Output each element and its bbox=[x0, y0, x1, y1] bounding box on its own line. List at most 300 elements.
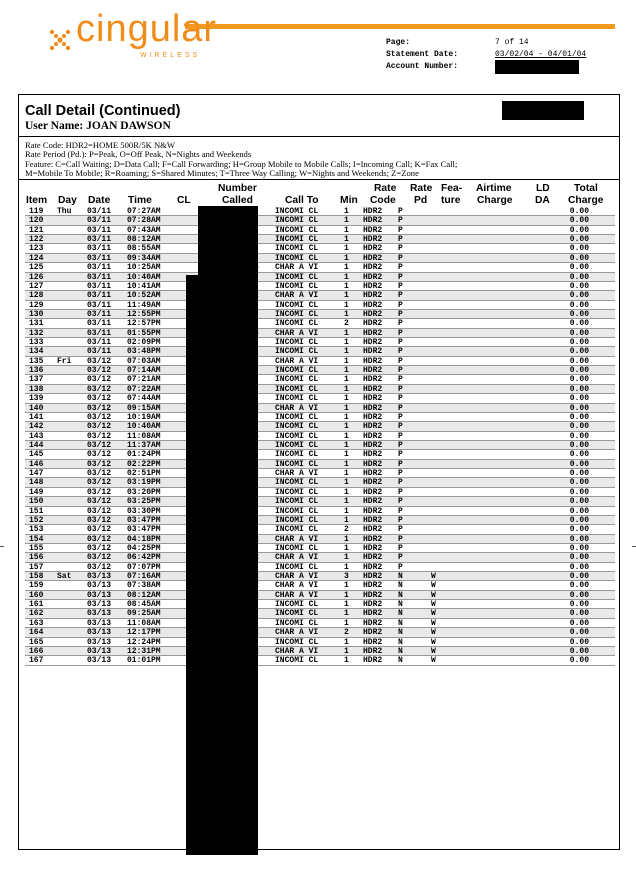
cell-item: 132 bbox=[29, 328, 44, 338]
cell-time: 03:25PM bbox=[127, 497, 161, 507]
table-row bbox=[25, 375, 615, 384]
cell-total: 0.00 bbox=[569, 637, 589, 647]
table-row bbox=[25, 413, 615, 422]
cell-date: 03/12 bbox=[87, 422, 112, 432]
cell-rc: HDR2 bbox=[363, 534, 383, 544]
cell-min: 1 bbox=[344, 515, 349, 525]
cell-item: 160 bbox=[29, 590, 44, 600]
cell-item: 159 bbox=[29, 581, 44, 591]
cell-min: 1 bbox=[344, 309, 349, 319]
table-row bbox=[25, 263, 615, 272]
cell-item: 165 bbox=[29, 637, 44, 647]
cell-time: 08:45AM bbox=[127, 600, 161, 610]
cell-callto: INCOMI CL bbox=[275, 487, 319, 497]
cell-callto: INCOMI CL bbox=[275, 309, 319, 319]
table-row bbox=[25, 638, 615, 647]
cell-date: 03/13 bbox=[87, 609, 112, 619]
cell-date: 03/11 bbox=[87, 309, 112, 319]
cell-min: 1 bbox=[344, 590, 349, 600]
table-row bbox=[25, 563, 615, 572]
cell-time: 12:17PM bbox=[127, 628, 161, 638]
section-title: Call Detail (Continued) bbox=[25, 103, 181, 119]
cell-min: 2 bbox=[344, 628, 349, 638]
cell-total: 0.00 bbox=[569, 525, 589, 535]
cell-fea: W bbox=[431, 572, 436, 582]
cell-min: 1 bbox=[344, 207, 349, 216]
cell-date: 03/12 bbox=[87, 440, 112, 450]
cell-pd: P bbox=[398, 328, 403, 338]
table-row bbox=[25, 525, 615, 534]
cell-min: 1 bbox=[344, 609, 349, 619]
cell-pd: P bbox=[398, 319, 403, 329]
cell-time: 03:48PM bbox=[127, 347, 161, 357]
cell-pd: P bbox=[398, 497, 403, 507]
cell-time: 11:08AM bbox=[127, 431, 161, 441]
cell-callto: CHAR A VI bbox=[275, 534, 319, 544]
cell-date: 03/11 bbox=[87, 291, 112, 301]
cell-total: 0.00 bbox=[569, 375, 589, 385]
cell-time: 07:03AM bbox=[127, 356, 161, 366]
cell-min: 1 bbox=[344, 618, 349, 628]
table-row bbox=[25, 310, 615, 319]
cell-date: 03/11 bbox=[87, 244, 112, 254]
cell-date: 03/13 bbox=[87, 618, 112, 628]
cell-pd: N bbox=[398, 656, 403, 666]
cell-total: 0.00 bbox=[569, 244, 589, 254]
cell-item: 166 bbox=[29, 646, 44, 656]
cell-pd: N bbox=[398, 600, 403, 610]
table-row bbox=[25, 422, 615, 431]
cell-callto: INCOMI CL bbox=[275, 216, 319, 226]
cell-date: 03/12 bbox=[87, 469, 112, 479]
legend-rate-code: Rate Code: HDR2=HOME 500R/5K N&W bbox=[25, 140, 175, 150]
cell-pd: P bbox=[398, 253, 403, 263]
cell-min: 1 bbox=[344, 412, 349, 422]
page-label: Page: bbox=[386, 38, 411, 47]
cell-rc: HDR2 bbox=[363, 235, 383, 245]
cell-item: 157 bbox=[29, 562, 44, 572]
cell-rc: HDR2 bbox=[363, 244, 383, 254]
cell-item: 140 bbox=[29, 403, 44, 413]
cell-time: 07:22AM bbox=[127, 384, 161, 394]
cell-rc: HDR2 bbox=[363, 216, 383, 226]
cell-date: 03/12 bbox=[87, 525, 112, 535]
cell-time: 07:07PM bbox=[127, 562, 161, 572]
cell-rc: HDR2 bbox=[363, 375, 383, 385]
cell-pd: P bbox=[398, 281, 403, 291]
account-number-label: Account Number: bbox=[386, 62, 459, 71]
cell-time: 10:52AM bbox=[127, 291, 161, 301]
cell-time: 03:19PM bbox=[127, 478, 161, 488]
cell-date: 03/12 bbox=[87, 431, 112, 441]
table-row bbox=[25, 544, 615, 553]
cell-date: 03/12 bbox=[87, 384, 112, 394]
cell-callto: INCOMI CL bbox=[275, 450, 319, 460]
cell-pd: P bbox=[398, 403, 403, 413]
cell-time: 03:47PM bbox=[127, 515, 161, 525]
cell-pd: P bbox=[398, 356, 403, 366]
table-row bbox=[25, 497, 615, 506]
cell-date: 03/11 bbox=[87, 225, 112, 235]
cell-time: 04:18PM bbox=[127, 534, 161, 544]
cell-rc: HDR2 bbox=[363, 506, 383, 516]
cell-day: Fri bbox=[57, 356, 72, 366]
cell-date: 03/11 bbox=[87, 347, 112, 357]
table-row bbox=[25, 385, 615, 394]
cell-callto: INCOMI CL bbox=[275, 338, 319, 348]
cell-item: 124 bbox=[29, 253, 44, 263]
cell-time: 07:28AM bbox=[127, 216, 161, 226]
cell-total: 0.00 bbox=[569, 309, 589, 319]
cell-date: 03/13 bbox=[87, 590, 112, 600]
cell-min: 1 bbox=[344, 497, 349, 507]
cell-date: 03/11 bbox=[87, 207, 112, 216]
cell-total: 0.00 bbox=[569, 469, 589, 479]
cell-total: 0.00 bbox=[569, 534, 589, 544]
call-rows bbox=[25, 207, 615, 666]
cell-total: 0.00 bbox=[569, 253, 589, 263]
cell-total: 0.00 bbox=[569, 487, 589, 497]
col-time: Time bbox=[128, 195, 152, 206]
cell-total: 0.00 bbox=[569, 646, 589, 656]
cell-rc: HDR2 bbox=[363, 469, 383, 479]
table-row bbox=[25, 581, 615, 590]
cell-rc: HDR2 bbox=[363, 338, 383, 348]
col-number: Number bbox=[218, 183, 257, 194]
cell-rc: HDR2 bbox=[363, 272, 383, 282]
cell-time: 08:12AM bbox=[127, 590, 161, 600]
cell-item: 162 bbox=[29, 609, 44, 619]
cell-date: 03/12 bbox=[87, 562, 112, 572]
cell-fea: W bbox=[431, 646, 436, 656]
cell-callto: CHAR A VI bbox=[275, 572, 319, 582]
cell-total: 0.00 bbox=[569, 609, 589, 619]
table-row bbox=[25, 478, 615, 487]
cell-fea: W bbox=[431, 628, 436, 638]
cell-pd: P bbox=[398, 347, 403, 357]
cell-rc: HDR2 bbox=[363, 656, 383, 666]
col-da: DA bbox=[535, 195, 550, 206]
cell-pd: P bbox=[398, 506, 403, 516]
cell-rc: HDR2 bbox=[363, 553, 383, 563]
table-row bbox=[25, 600, 615, 609]
cell-item: 150 bbox=[29, 497, 44, 507]
cell-rc: HDR2 bbox=[363, 609, 383, 619]
cell-callto: INCOMI CL bbox=[275, 478, 319, 488]
cell-time: 12:31PM bbox=[127, 646, 161, 656]
col-rate-pd: Rate bbox=[410, 183, 433, 194]
cell-callto: INCOMI CL bbox=[275, 543, 319, 553]
cell-pd: N bbox=[398, 628, 403, 638]
cell-rc: HDR2 bbox=[363, 281, 383, 291]
cell-time: 03:47PM bbox=[127, 525, 161, 535]
cell-time: 01:55PM bbox=[127, 328, 161, 338]
cell-fea: W bbox=[431, 618, 436, 628]
cell-total: 0.00 bbox=[569, 235, 589, 245]
cell-pd: N bbox=[398, 646, 403, 656]
table-row bbox=[25, 347, 615, 356]
cell-item: 164 bbox=[29, 628, 44, 638]
cell-rc: HDR2 bbox=[363, 291, 383, 301]
cell-min: 1 bbox=[344, 375, 349, 385]
cell-rc: HDR2 bbox=[363, 450, 383, 460]
cell-pd: P bbox=[398, 412, 403, 422]
cell-rc: HDR2 bbox=[363, 440, 383, 450]
cell-rc: HDR2 bbox=[363, 562, 383, 572]
cell-total: 0.00 bbox=[569, 497, 589, 507]
cell-item: 119 bbox=[29, 207, 44, 216]
cell-pd: P bbox=[398, 459, 403, 469]
col-day: Day bbox=[58, 195, 77, 206]
cell-min: 1 bbox=[344, 291, 349, 301]
cell-date: 03/12 bbox=[87, 412, 112, 422]
cell-item: 130 bbox=[29, 309, 44, 319]
cell-date: 03/11 bbox=[87, 319, 112, 329]
cell-time: 03:20PM bbox=[127, 487, 161, 497]
cell-rc: HDR2 bbox=[363, 497, 383, 507]
cell-fea: W bbox=[431, 637, 436, 647]
title-divider bbox=[18, 136, 619, 137]
cell-item: 145 bbox=[29, 450, 44, 460]
cell-item: 154 bbox=[29, 534, 44, 544]
cell-callto: CHAR A VI bbox=[275, 581, 319, 591]
cell-total: 0.00 bbox=[569, 478, 589, 488]
cell-date: 03/12 bbox=[87, 394, 112, 404]
cell-item: 163 bbox=[29, 618, 44, 628]
cell-callto: INCOMI CL bbox=[275, 235, 319, 245]
cell-rc: HDR2 bbox=[363, 300, 383, 310]
cell-total: 0.00 bbox=[569, 403, 589, 413]
cell-callto: INCOMI CL bbox=[275, 600, 319, 610]
cell-rc: HDR2 bbox=[363, 263, 383, 273]
cell-date: 03/13 bbox=[87, 628, 112, 638]
cell-date: 03/12 bbox=[87, 506, 112, 516]
table-row bbox=[25, 319, 615, 328]
cell-fea: W bbox=[431, 656, 436, 666]
cell-min: 1 bbox=[344, 431, 349, 441]
cell-date: 03/12 bbox=[87, 553, 112, 563]
cell-time: 07:44AM bbox=[127, 394, 161, 404]
cell-date: 03/11 bbox=[87, 263, 112, 273]
cell-time: 07:27AM bbox=[127, 207, 161, 216]
table-row bbox=[25, 609, 615, 618]
statement-date-label: Statement Date: bbox=[386, 50, 459, 59]
cell-item: 136 bbox=[29, 366, 44, 376]
cell-item: 139 bbox=[29, 394, 44, 404]
cell-item: 121 bbox=[29, 225, 44, 235]
cell-rc: HDR2 bbox=[363, 328, 383, 338]
cell-total: 0.00 bbox=[569, 394, 589, 404]
cell-rc: HDR2 bbox=[363, 422, 383, 432]
cell-total: 0.00 bbox=[569, 656, 589, 666]
cell-min: 1 bbox=[344, 450, 349, 460]
cell-rc: HDR2 bbox=[363, 543, 383, 553]
cell-min: 1 bbox=[344, 356, 349, 366]
cell-min: 1 bbox=[344, 394, 349, 404]
cell-callto: INCOMI CL bbox=[275, 618, 319, 628]
cell-date: 03/12 bbox=[87, 450, 112, 460]
cell-min: 1 bbox=[344, 478, 349, 488]
cell-rc: HDR2 bbox=[363, 637, 383, 647]
col-feature: Fea- bbox=[441, 183, 463, 194]
cell-total: 0.00 bbox=[569, 572, 589, 582]
cell-min: 1 bbox=[344, 422, 349, 432]
cell-pd: P bbox=[398, 431, 403, 441]
cell-item: 137 bbox=[29, 375, 44, 385]
cell-callto: INCOMI CL bbox=[275, 525, 319, 535]
cell-item: 152 bbox=[29, 515, 44, 525]
cell-callto: INCOMI CL bbox=[275, 506, 319, 516]
cell-time: 02:09PM bbox=[127, 338, 161, 348]
number-redaction-top bbox=[198, 206, 258, 276]
cell-time: 01:24PM bbox=[127, 450, 161, 460]
col-call-to: Call To bbox=[285, 195, 319, 206]
user-name: User Name: JOAN DAWSON bbox=[25, 120, 171, 132]
cell-rc: HDR2 bbox=[363, 590, 383, 600]
table-row bbox=[25, 432, 615, 441]
cell-callto: INCOMI CL bbox=[275, 656, 319, 666]
legend-divider bbox=[18, 179, 619, 180]
cell-callto: INCOMI CL bbox=[275, 412, 319, 422]
col-total: Total bbox=[574, 183, 598, 194]
cell-fea: W bbox=[431, 581, 436, 591]
number-redaction bbox=[186, 275, 258, 855]
table-row bbox=[25, 450, 615, 459]
cell-pd: P bbox=[398, 338, 403, 348]
cell-rc: HDR2 bbox=[363, 319, 383, 329]
cell-callto: INCOMI CL bbox=[275, 609, 319, 619]
legend bbox=[25, 141, 457, 179]
cell-rc: HDR2 bbox=[363, 646, 383, 656]
cell-callto: INCOMI CL bbox=[275, 562, 319, 572]
cell-rc: HDR2 bbox=[363, 253, 383, 263]
cell-pd: P bbox=[398, 562, 403, 572]
cell-item: 147 bbox=[29, 469, 44, 479]
cell-date: 03/13 bbox=[87, 656, 112, 666]
cell-item: 128 bbox=[29, 291, 44, 301]
cell-total: 0.00 bbox=[569, 384, 589, 394]
cell-date: 03/12 bbox=[87, 366, 112, 376]
table-row bbox=[25, 488, 615, 497]
cell-total: 0.00 bbox=[569, 628, 589, 638]
table-row bbox=[25, 404, 615, 413]
cell-pd: N bbox=[398, 618, 403, 628]
cell-callto: INCOMI CL bbox=[275, 637, 319, 647]
cell-item: 146 bbox=[29, 459, 44, 469]
cell-pd: P bbox=[398, 487, 403, 497]
table-row bbox=[25, 273, 615, 282]
cell-time: 06:42PM bbox=[127, 553, 161, 563]
cell-callto: CHAR A VI bbox=[275, 328, 319, 338]
cell-callto: INCOMI CL bbox=[275, 515, 319, 525]
table-row bbox=[25, 553, 615, 562]
cell-date: 03/12 bbox=[87, 543, 112, 553]
cell-min: 1 bbox=[344, 459, 349, 469]
cell-rc: HDR2 bbox=[363, 356, 383, 366]
table-row bbox=[25, 656, 615, 665]
table-row bbox=[25, 591, 615, 600]
cell-callto: INCOMI CL bbox=[275, 253, 319, 263]
table-row bbox=[25, 291, 615, 300]
cell-item: 127 bbox=[29, 281, 44, 291]
table-row bbox=[25, 207, 615, 216]
table-row bbox=[25, 441, 615, 450]
col-cl: CL bbox=[177, 195, 191, 206]
cell-min: 1 bbox=[344, 225, 349, 235]
cell-callto: CHAR A VI bbox=[275, 590, 319, 600]
cell-date: 03/12 bbox=[87, 356, 112, 366]
cell-day: Sat bbox=[57, 572, 72, 582]
cell-pd: P bbox=[398, 422, 403, 432]
cell-item: 158 bbox=[29, 572, 44, 582]
col-item: Item bbox=[26, 195, 48, 206]
cell-pd: P bbox=[398, 291, 403, 301]
col-date: Date bbox=[88, 195, 111, 206]
col-airtime-charge: Charge bbox=[477, 195, 513, 206]
cell-callto: INCOMI CL bbox=[275, 207, 319, 216]
cell-pd: P bbox=[398, 450, 403, 460]
cell-item: 155 bbox=[29, 543, 44, 553]
cell-date: 03/12 bbox=[87, 403, 112, 413]
cell-time: 12:55PM bbox=[127, 309, 161, 319]
cell-total: 0.00 bbox=[569, 440, 589, 450]
cell-callto: CHAR A VI bbox=[275, 628, 319, 638]
cell-total: 0.00 bbox=[569, 515, 589, 525]
cell-date: 03/12 bbox=[87, 487, 112, 497]
cell-date: 03/12 bbox=[87, 497, 112, 507]
table-row bbox=[25, 516, 615, 525]
cell-callto: INCOMI CL bbox=[275, 394, 319, 404]
cell-callto: INCOMI CL bbox=[275, 366, 319, 376]
cell-callto: INCOMI CL bbox=[275, 244, 319, 254]
page-value: 7 of 14 bbox=[495, 38, 529, 47]
cell-total: 0.00 bbox=[569, 356, 589, 366]
cell-min: 1 bbox=[344, 300, 349, 310]
cell-time: 09:34AM bbox=[127, 253, 161, 263]
cell-callto: INCOMI CL bbox=[275, 497, 319, 507]
cell-pd: N bbox=[398, 572, 403, 582]
cell-pd: P bbox=[398, 207, 403, 216]
cell-pd: P bbox=[398, 515, 403, 525]
table-row bbox=[25, 338, 615, 347]
cell-rc: HDR2 bbox=[363, 581, 383, 591]
cell-item: 133 bbox=[29, 338, 44, 348]
cell-callto: INCOMI CL bbox=[275, 375, 319, 385]
table-row bbox=[25, 329, 615, 338]
cell-min: 1 bbox=[344, 469, 349, 479]
cell-date: 03/11 bbox=[87, 328, 112, 338]
cell-time: 07:38AM bbox=[127, 581, 161, 591]
table-row bbox=[25, 235, 615, 244]
cell-rc: HDR2 bbox=[363, 478, 383, 488]
cell-item: 153 bbox=[29, 525, 44, 535]
cell-min: 1 bbox=[344, 216, 349, 226]
cell-time: 09:15AM bbox=[127, 403, 161, 413]
cell-total: 0.00 bbox=[569, 600, 589, 610]
page-margin-mark-right bbox=[632, 546, 636, 547]
cell-total: 0.00 bbox=[569, 459, 589, 469]
cell-callto: INCOMI CL bbox=[275, 347, 319, 357]
cell-time: 11:49AM bbox=[127, 300, 161, 310]
cell-day: Thu bbox=[57, 207, 72, 216]
cell-pd: P bbox=[398, 384, 403, 394]
cell-time: 11:37AM bbox=[127, 440, 161, 450]
cell-rc: HDR2 bbox=[363, 403, 383, 413]
cell-min: 1 bbox=[344, 543, 349, 553]
cell-date: 03/12 bbox=[87, 459, 112, 469]
col-min: Min bbox=[340, 195, 358, 206]
cell-item: 129 bbox=[29, 300, 44, 310]
